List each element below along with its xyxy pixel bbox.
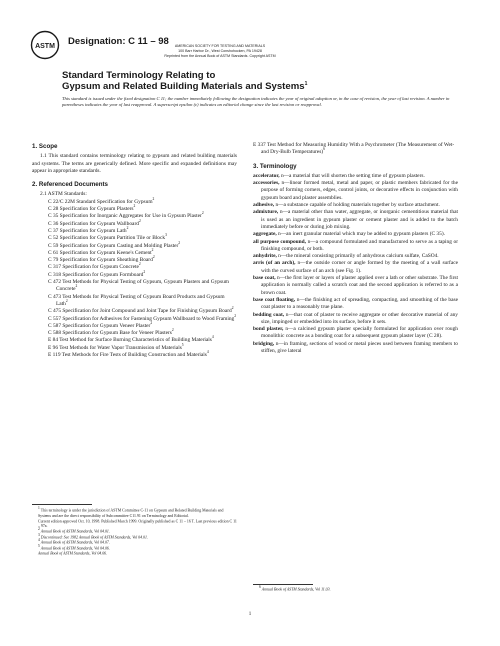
term-word: anhydrite, bbox=[253, 253, 277, 260]
term-word: base coat floating, bbox=[253, 296, 296, 303]
left-column bbox=[32, 140, 237, 359]
term-word: adhesive, bbox=[253, 202, 275, 209]
term-word: accessories, bbox=[253, 180, 280, 187]
footnote: $^1$ This terminology is under the jurisdiction of ASTM Committee C-11 on Gypsum and Related Building Materials and Systems and are the direct responsibility of Subcommittee C11.91 on Terminology and Editorial. bbox=[38, 506, 224, 518]
svg-text:ASTM: ASTM bbox=[35, 43, 55, 50]
reference-item: C 79 Specification for Gypsum Sheathing Board$^2$ bbox=[48, 255, 155, 264]
publisher-line: 100 Barr Harbor Dr., West Conshohocken, PA 19428 bbox=[178, 49, 262, 53]
term-word: bedding coat, bbox=[253, 311, 285, 318]
term-word: arris (of an arch), bbox=[253, 260, 296, 267]
reference-item: E 84 Test Method for Surface Burning Characteristics of Building Materials$^4$ bbox=[48, 335, 214, 344]
footnote-text: Annual Book of ASTM Standards, Vol 11.03. bbox=[261, 587, 331, 592]
term-definition: n—in framing, sections of wood or metal pieces used between framing members to stiffen, give lateral bbox=[261, 340, 458, 355]
term-entry bbox=[253, 231, 458, 238]
reference-item: C 52 Specification for Gypsum Partition Tile or Block$^3$ bbox=[48, 233, 167, 242]
term-entry bbox=[253, 341, 458, 356]
reference-item: C 28 Specification for Gypsum Plasters$^2$ bbox=[48, 204, 136, 213]
reference-item: C 475 Specification for Joint Compound and Joint Tape for Finishing Gypsum Board$^2$ bbox=[48, 306, 234, 315]
right-column bbox=[253, 142, 458, 355]
reference-item: E 337 Test Method for Measuring Humidity With a Psychrometer (The Measurement of Wet- and Dry-Bulb Temperatures)$^6$ bbox=[253, 142, 455, 156]
footnote: $^4$ Annual Book of ASTM Standards, Vol 04.07. bbox=[38, 538, 110, 545]
reference-item: C 37 Specification for Gypsum Lath$^2$ bbox=[48, 226, 129, 234]
term-entry bbox=[253, 275, 458, 297]
designation: Designation: C 11 – 98 bbox=[68, 36, 169, 47]
publisher-line: AMERICAN SOCIETY FOR TESTING AND MATERIALS bbox=[174, 44, 266, 48]
publisher-line: Reprinted from the Annual Book of ASTM Standards. Copyright ASTM bbox=[164, 54, 276, 58]
footnotes-right bbox=[253, 587, 458, 593]
reference-item: C 317 Specification for Gypsum Concrete$^2$ bbox=[48, 262, 141, 271]
footnote: $^2$ Annual Book of ASTM Standards, Vol 04.01. bbox=[38, 527, 110, 534]
footnotes-left bbox=[32, 508, 237, 557]
term-word: all purpose compound, bbox=[253, 238, 307, 245]
term-word: admixture, bbox=[253, 209, 279, 216]
document-title bbox=[62, 70, 472, 92]
term-word: accelerator, bbox=[253, 172, 280, 179]
term-entry bbox=[253, 297, 458, 312]
footnote: $^5$ Annual Book of ASTM Standards, Vol 04.06. bbox=[38, 543, 110, 551]
reference-list bbox=[32, 196, 237, 360]
section-heading-scope: 1. Scope bbox=[32, 143, 58, 150]
title-line-2: Gypsum and Related Building Materials and Systems bbox=[62, 81, 305, 92]
term-definition: n—linear formed metal, metal and paper, or plastic members fabricated for the purpose of forming corners, edges, control joints, or decorative effects in conjunction with gypsum board and plaster assemblies. bbox=[261, 180, 458, 201]
term-definition: n—a compound formulated and manufactured to serve as a taping or finishing compound, or both. bbox=[261, 238, 458, 252]
reference-item: C 61 Specification for Gypsum Keene's Cement$^2$ bbox=[48, 248, 154, 256]
term-word: bridging, bbox=[253, 340, 275, 347]
footnote-number: 6 bbox=[259, 585, 261, 589]
footnote-divider bbox=[32, 504, 92, 505]
term-definition: n—the outside corner or angle formed by the meeting of a wall surface with the curved surface of an arch (see Fig. 1). bbox=[261, 260, 459, 274]
term-list bbox=[253, 173, 458, 355]
term-definition: n—the finishing act of spreading, compacting, and smoothing of the base coat plaster to a reasonably true plane. bbox=[261, 296, 458, 311]
reference-item: C 318 Specification for Gypsum Formboard$^2$ bbox=[48, 269, 146, 278]
term-entry bbox=[253, 202, 458, 209]
reference-item: C 35 Specification for Inorganic Aggregates for Use in Gypsum Plaster$^2$ bbox=[48, 211, 204, 220]
term-entry bbox=[253, 312, 458, 327]
title-footnote-ref: 1 bbox=[304, 80, 308, 87]
term-entry bbox=[253, 180, 458, 202]
footnote: $^3$ Discontinued: See 1982 Annual Book of ASTM Standards, Vol 04.01. bbox=[38, 532, 148, 540]
title-line-1: Standard Terminology Relating to bbox=[62, 70, 216, 81]
reference-item: C 587 Specification for Gypsum Veneer Plaster$^2$ bbox=[48, 321, 153, 329]
reference-item: E 96 Test Methods for Water Vapor Transmission of Materials$^5$ bbox=[48, 342, 184, 351]
term-word: aggregate, bbox=[253, 231, 277, 238]
reference-item: C 59 Specification for Gypsum Casting and Molding Plaster$^2$ bbox=[48, 240, 181, 249]
term-definition: n—the first layer or layers of plaster applied over a lath or other substrate. The first application is normally called a scratch coat and the second application is referred to as a brown coat. bbox=[261, 275, 458, 296]
reference-item: C 473 Test Methods for Physical Testing of Gypsum Board Products and Gypsum Lath$^2$ bbox=[48, 293, 225, 307]
term-definition: n—the mineral consisting primarily of anhydrous calcium sulfate, CaSO4. bbox=[276, 253, 439, 260]
publisher-info bbox=[0, 44, 440, 59]
section-heading-terminology: 3. Terminology bbox=[253, 162, 297, 170]
section-heading-references: 2. Referenced Documents bbox=[32, 181, 108, 189]
term-definition: n—that coat of plaster to receive aggregate or other decorative material of any size, impinged or embedded into its surface, before it sets. bbox=[261, 311, 458, 325]
term-entry bbox=[253, 209, 458, 231]
footnote-divider bbox=[253, 584, 313, 585]
term-entry bbox=[253, 239, 458, 254]
reference-item: C 22/C 22M Standard Specification for Gypsum$^2$ bbox=[48, 196, 155, 205]
footnote: Annual Book of ASTM Standards, Vol 04.06. bbox=[38, 551, 108, 556]
term-entry bbox=[253, 326, 458, 341]
reference-item: C 472 Test Methods for Physical Testing of Gypsum, Gypsum Plasters and Gypsum Concrete$^2$ bbox=[48, 279, 229, 293]
term-definition: n—a material that will shorten the setting time of gypsum plasters. bbox=[279, 172, 425, 179]
term-definition: n—a material other than water, aggregate, or inorganic cementitious material that is used as an ingredient in gypsum plaster or cement plaster and is added to the batch immediately before or during job mixing. bbox=[261, 209, 458, 230]
reference-item: E 119 Test Methods for Fire Tests of Building Construction and Materials$^4$ bbox=[48, 350, 209, 359]
standard-notice: This standard is issued under the fixed designation C 11; the number immediately following the designation indicates the year of original adoption or, in the case of revision, the year of last revision. A number in parentheses indicates the year of last reapproval. A superscript epsilon (ε) indicates an editorial change since the last revision or reapproval. bbox=[62, 96, 450, 107]
refs-subheading: 2.1 ASTM Standards: bbox=[40, 191, 87, 198]
reference-item: C 557 Specification for Adhesives for Fastening Gypsum Wallboard to Wood Framing$^2$ bbox=[48, 313, 237, 322]
scope-text: 1.1 This standard contains terminology relating to gypsum and related building materials and systems. The terms are generically defined. More specific and expanded definitions may appear in appropriate standards. bbox=[32, 153, 237, 174]
footnote: Current edition approved Oct. 10, 1998. Published March 1999. Originally published as C 11 – 16 T. Last previous edition C 11 – 97a. bbox=[38, 519, 237, 529]
term-definition: n—an inert granular material which may be added to gypsum plasters (C 35). bbox=[276, 231, 445, 238]
reference-item: C 588 Specification for Gypsum Base for Veneer Plasters$^2$ bbox=[48, 328, 174, 337]
term-definition: n—a calcined gypsum plaster specially formulated for application over rough monolithic concrete as a bonding coat for a subsequent gypsum plaster layer (C 28). bbox=[261, 326, 458, 340]
term-word: bond plaster, bbox=[253, 326, 284, 333]
page-number: 1 bbox=[248, 612, 252, 617]
term-word: base coat, bbox=[253, 275, 276, 282]
term-entry bbox=[253, 260, 458, 275]
reference-item: C 36 Specification for Gypsum Wallboard$^2$ bbox=[48, 218, 141, 227]
term-definition: n—a substance capable of holding materials together by surface attachment. bbox=[274, 202, 440, 209]
